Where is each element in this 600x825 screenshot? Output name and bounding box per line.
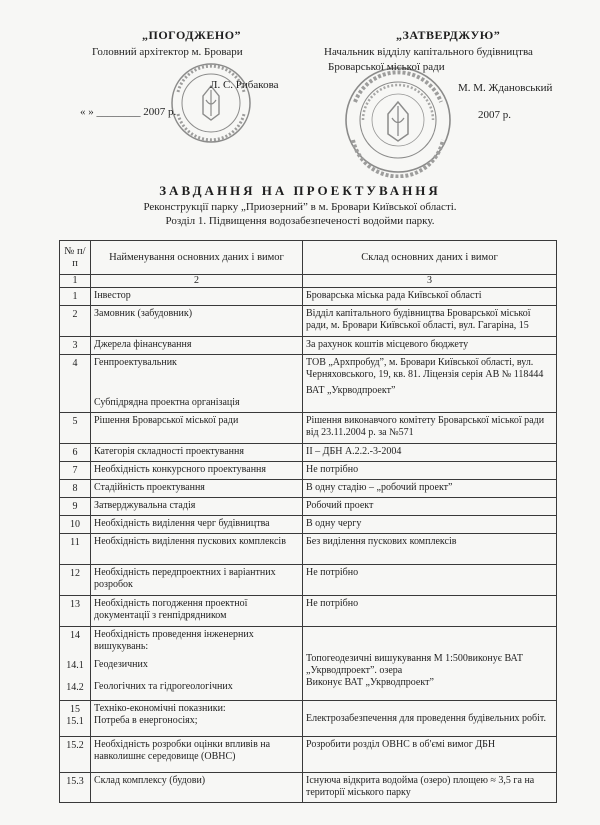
- column-number: 2: [91, 275, 303, 288]
- row-value-cell: [303, 701, 557, 737]
- document-subtitle: Реконструкції парку „Приозерний” в м. Бровари Київської області.: [143, 201, 457, 213]
- column-number: 1: [60, 275, 91, 288]
- row-value: Існуюча відкрита водойма (озеро) площею ≈ 3,5 га на території міського парку: [303, 773, 557, 803]
- table-row: [60, 306, 557, 337]
- approval-heading-left: „ПОГОДЖЕНО”: [142, 28, 242, 42]
- table-row: [60, 355, 557, 413]
- row-number: 11: [60, 534, 91, 565]
- approver-position-right: Начальник відділу капітального будівництва: [324, 46, 533, 58]
- row-subname: Потреба в енергоносіях;: [94, 715, 198, 726]
- header-num: № п/п: [60, 241, 91, 275]
- table-row: [60, 534, 557, 565]
- row-subnumber: 14.2: [66, 682, 84, 693]
- table-row: [60, 462, 557, 480]
- row-number: 8: [60, 480, 91, 498]
- row-number: 14: [70, 630, 80, 641]
- column-number: 3: [303, 275, 557, 288]
- row-number: 3: [60, 337, 91, 355]
- table-row: [60, 565, 557, 596]
- table-row: [60, 288, 557, 306]
- row-name: Необхідність конкурсного проектування: [91, 462, 303, 480]
- row-value: Без виділення пускових комплексів: [303, 534, 557, 565]
- table-row: [60, 413, 557, 444]
- table-row: [60, 480, 557, 498]
- row-name: Генпроектувальник: [94, 357, 177, 368]
- row-name: Необхідність погодження проектної документації з генпідрядником: [91, 596, 303, 627]
- row-value: Не потрібно: [303, 462, 557, 480]
- document-section: Розділ 1. Підвищення водозабезпеченості водойми парку.: [165, 215, 435, 227]
- row-subvalue: Топогеодезичні вишукування М 1:500виконує ВАТ „Укрводпроект”. озера: [306, 653, 523, 676]
- approval-heading-right: „ЗАТВЕРДЖУЮ”: [396, 28, 501, 42]
- row-value: Робочий проект: [303, 498, 557, 516]
- row-name: Необхідність виділення черг будівництва: [91, 516, 303, 534]
- table-column-numbers-row: [60, 275, 557, 288]
- table-row: [60, 627, 557, 701]
- row-subvalue: Електрозабезпечення для проведення будівельних робіт.: [306, 713, 547, 724]
- row-subname: Субпідрядна проектна організація: [94, 397, 240, 408]
- row-value-cell: [303, 627, 557, 701]
- document-title: ЗАВДАННЯ НА ПРОЕКТУВАННЯ: [159, 183, 441, 198]
- row-name: Необхідність виділення пускових комплексів: [91, 534, 303, 565]
- row-number: 4: [60, 355, 91, 413]
- table-row: [60, 737, 557, 773]
- table-row: [60, 596, 557, 627]
- approver-organisation-right: Броварської міської ради: [328, 61, 445, 73]
- row-subname: Геологічних та гідрогеологічних: [94, 681, 233, 692]
- table-row: [60, 337, 557, 355]
- official-stamp-left: [170, 62, 252, 144]
- row-number: 7: [60, 462, 91, 480]
- row-value: В одну чергу: [303, 516, 557, 534]
- table-row: [60, 498, 557, 516]
- row-name: Затверджувальна стадія: [91, 498, 303, 516]
- requirements-table: [59, 240, 557, 803]
- row-value: За рахунок коштів місцевого бюджету: [303, 337, 557, 355]
- row-value: ТОВ „Архпробуд”, м. Бровари Київської області, вул. Черняховського, 19, кв. 81. Ліцензія серія АВ № 118444: [306, 357, 544, 380]
- row-name: Стадійність проектування: [91, 480, 303, 498]
- header-value: Склад основних даних і вимог: [303, 241, 557, 275]
- row-name-cell: [91, 627, 303, 701]
- row-name: Замовник (забудовник): [91, 306, 303, 337]
- row-name-cell: [91, 701, 303, 737]
- header-name: Найменування основних даних і вимог: [91, 241, 303, 275]
- row-subvalue: ВАТ „Укрводпроект”: [306, 385, 396, 396]
- row-value: В одну стадію – „робочий проект”: [303, 480, 557, 498]
- approver-position-left: Головний архітектор м. Бровари: [92, 46, 243, 58]
- approval-date-left: « » ________ 2007 р.: [80, 106, 177, 118]
- row-name-cell: [91, 355, 303, 413]
- row-number: 15.2: [60, 737, 91, 773]
- approver-name-right: М. М. Ждановський: [458, 82, 553, 94]
- row-name: Рішення Броварської міської ради: [91, 413, 303, 444]
- row-name: Склад комплексу (будови): [91, 773, 303, 803]
- row-number: 5: [60, 413, 91, 444]
- row-name: Необхідність проведення інженерних вишукувань:: [94, 629, 254, 652]
- row-number-cell: [60, 701, 91, 737]
- official-stamp-right: [343, 62, 453, 178]
- row-value: ІІ – ДБН А.2.2.-3-2004: [303, 444, 557, 462]
- row-number: 15.3: [60, 773, 91, 803]
- approval-date-right: 2007 р.: [478, 109, 511, 121]
- row-name: Необхідність передпроектних і варіантних розробок: [91, 565, 303, 596]
- row-value: Розробити розділ ОВНС в об'ємі вимог ДБН: [303, 737, 557, 773]
- row-number: 1: [60, 288, 91, 306]
- row-name: Інвестор: [91, 288, 303, 306]
- row-name: Категорія складності проектування: [91, 444, 303, 462]
- row-number: 6: [60, 444, 91, 462]
- row-subvalue: Виконує ВАТ „Укрводпроект”: [306, 677, 434, 688]
- row-value: Броварська міська рада Київської області: [303, 288, 557, 306]
- row-subname: Геодезичних: [94, 659, 148, 670]
- row-number: 9: [60, 498, 91, 516]
- row-subnumber: 14.1: [66, 660, 84, 671]
- table-header-row: [60, 241, 557, 275]
- row-number: 12: [60, 565, 91, 596]
- row-name: Необхідність розробки оцінки впливів на навколишнє середовище (ОВНС): [91, 737, 303, 773]
- row-number: 10: [60, 516, 91, 534]
- row-value-cell: [303, 355, 557, 413]
- row-value: Рішення виконавчого комітету Броварської міської ради від 23.11.2004 р. за №571: [303, 413, 557, 444]
- row-number: 15: [70, 704, 80, 715]
- row-number-cell: [60, 627, 91, 701]
- table-row: [60, 516, 557, 534]
- approver-name-left: Л. С. Рибакова: [210, 79, 279, 91]
- row-value: Не потрібно: [303, 596, 557, 627]
- row-number: 2: [60, 306, 91, 337]
- row-name: Техніко-економічні показники:: [94, 703, 226, 714]
- row-value: Відділ капітального будівництва Броварської міської ради, м. Бровари Київської області, вул. Гагаріна, 15: [303, 306, 557, 337]
- table-row: [60, 444, 557, 462]
- row-name: Джерела фінансування: [91, 337, 303, 355]
- row-subnumber: 15.1: [66, 716, 84, 727]
- table-row: [60, 701, 557, 737]
- row-value: Не потрібно: [303, 565, 557, 596]
- table-row: [60, 773, 557, 803]
- row-number: 13: [60, 596, 91, 627]
